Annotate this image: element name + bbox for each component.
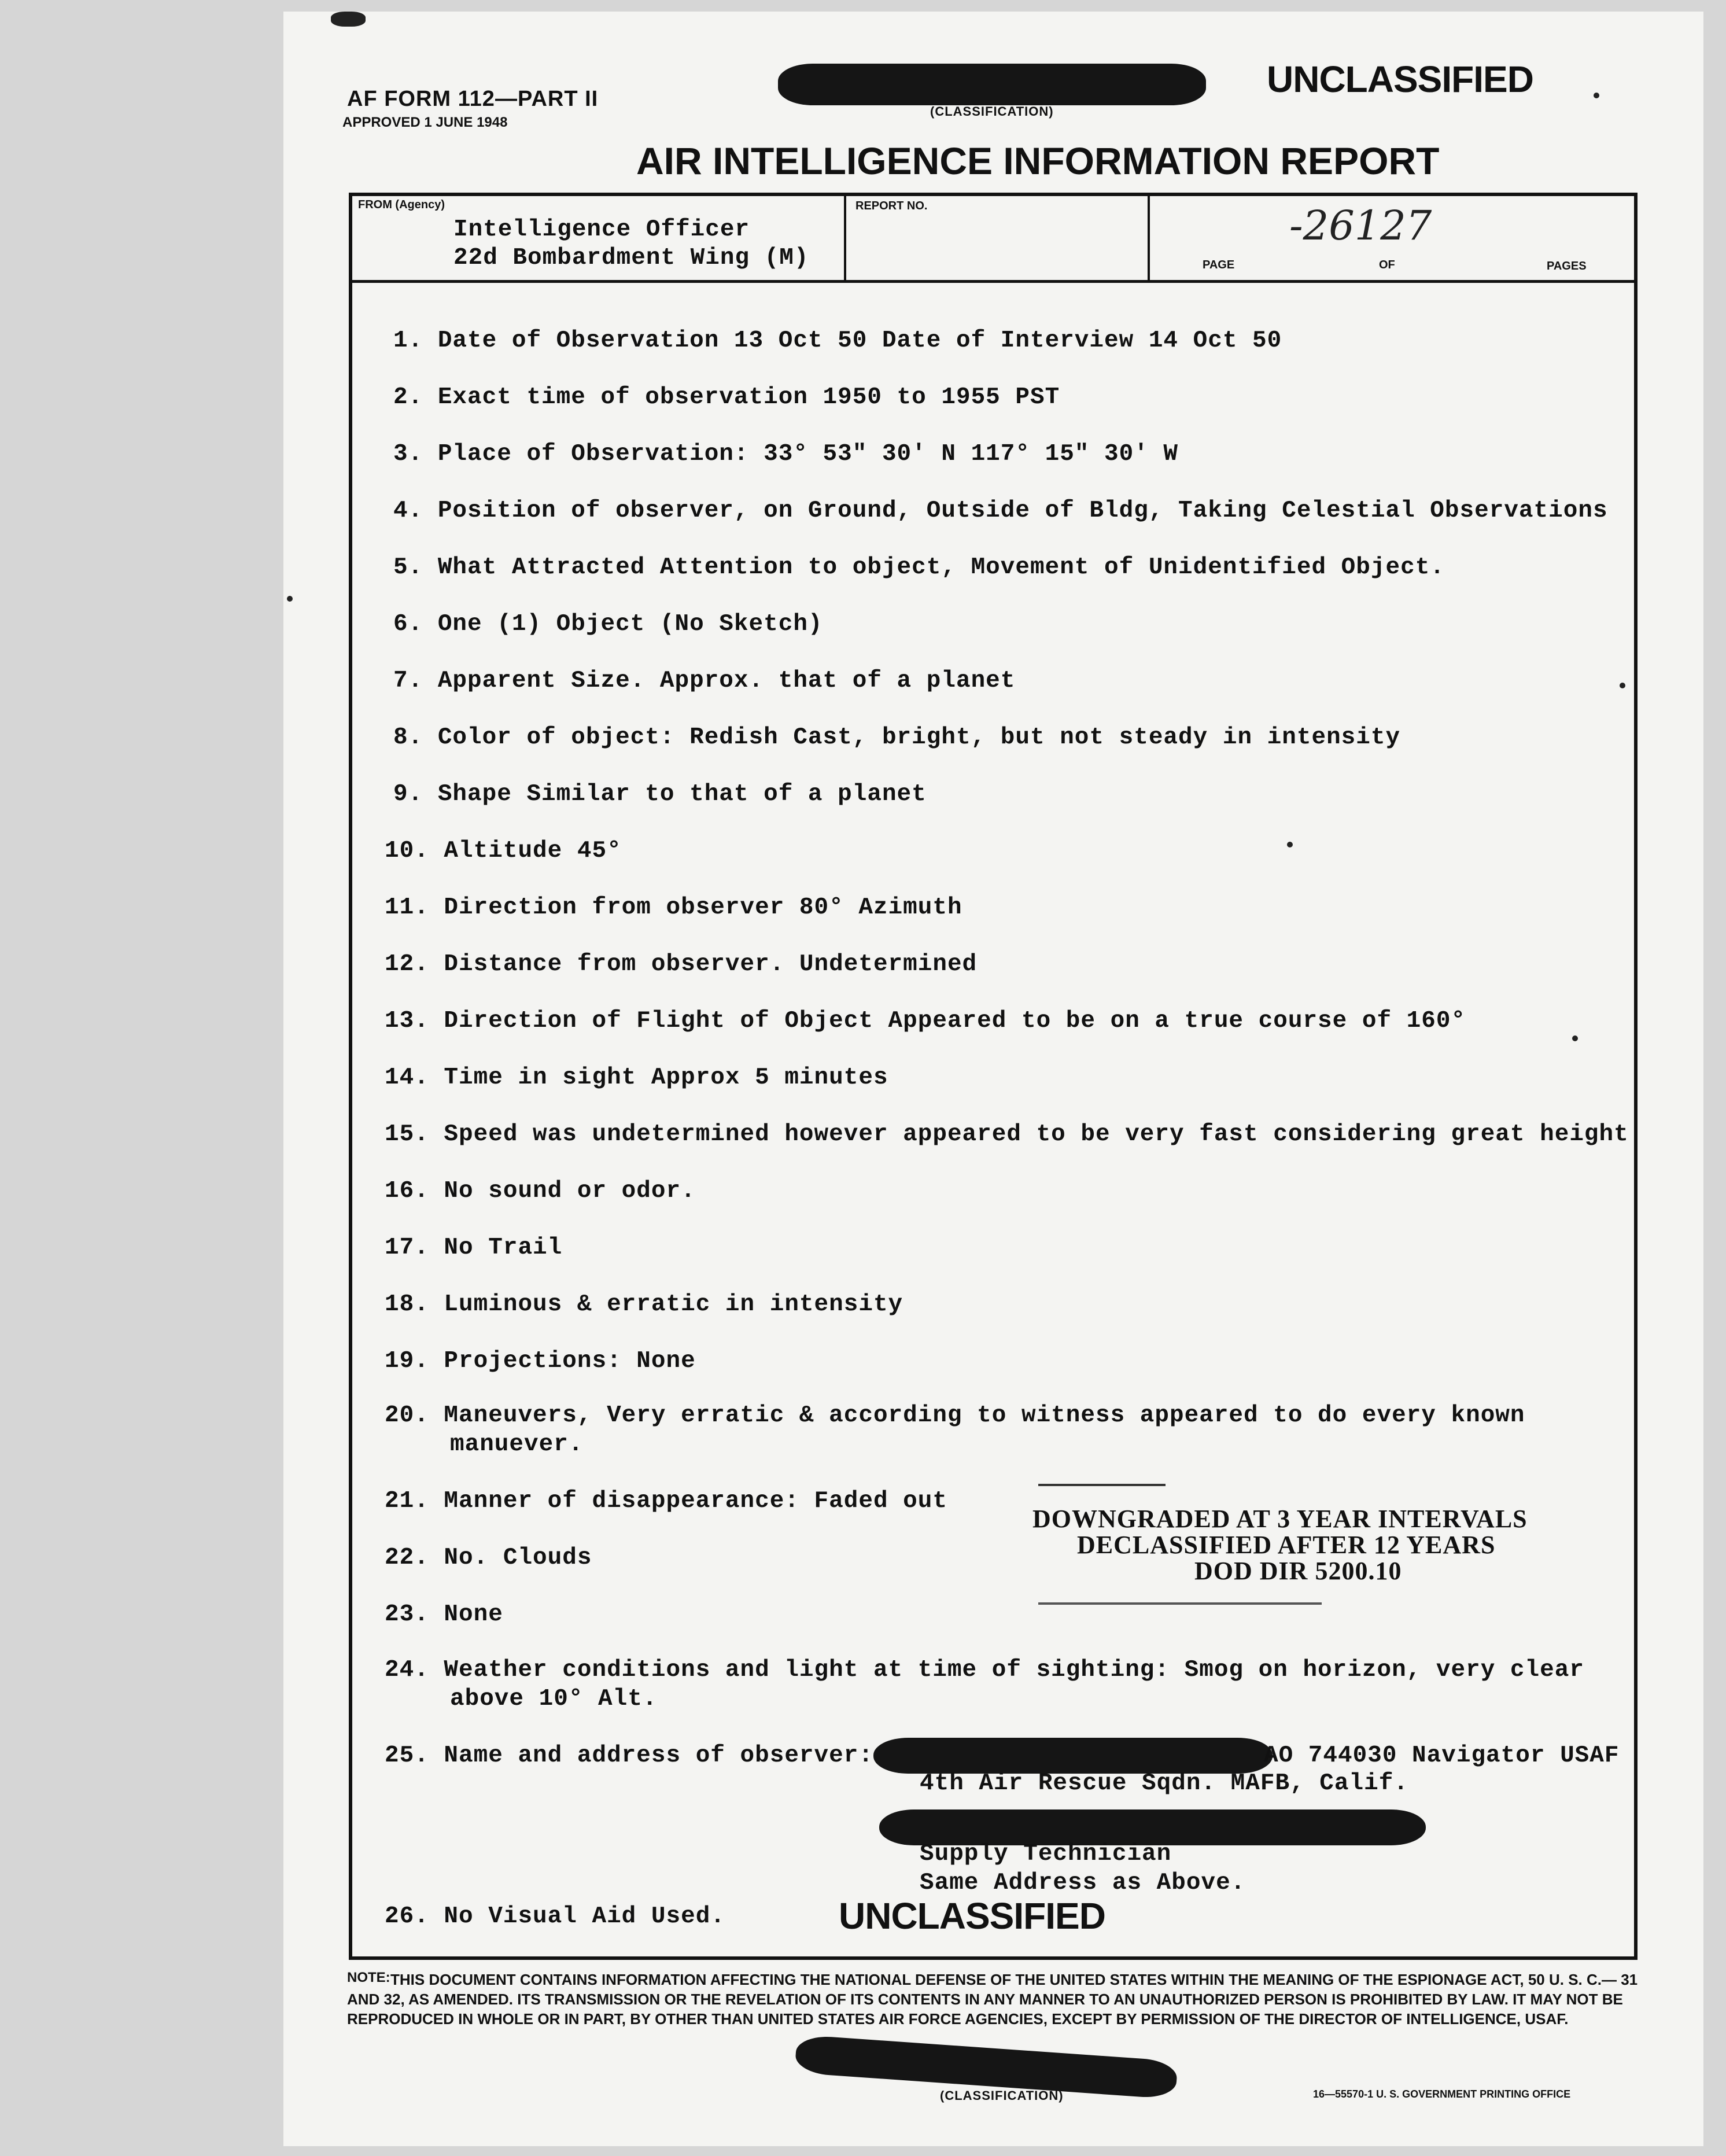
from-line-2: 22d Bombardment Wing (M) (453, 245, 809, 271)
header-row (352, 196, 1634, 283)
item-11: 11. Direction from observer 80° Azimuth (385, 894, 962, 921)
item-25-address: 4th Air Rescue Sqdn. MAFB, Calif. (920, 1770, 1408, 1797)
item-13: 13. Direction of Flight of Object Appeared to be on a true course of 160° (385, 1008, 1466, 1034)
downgrade-stamp-line-1: DOWNGRADED AT 3 YEAR INTERVALS (1032, 1505, 1528, 1533)
classification-label-bottom: (CLASSIFICATION) (940, 2088, 1064, 2103)
item-16: 16. No sound or odor. (385, 1178, 696, 1204)
page-label: PAGE (1203, 259, 1235, 271)
item-25-tail: AO 744030 Navigator USAF (1264, 1742, 1620, 1769)
speck-mark (1287, 842, 1293, 847)
downgrade-stamp-line-2: DECLASSIFIED AFTER 12 YEARS (1077, 1531, 1496, 1559)
of-label: OF (1379, 259, 1395, 271)
espionage-act-note: THIS DOCUMENT CONTAINS INFORMATION AFFECTING THE NATIONAL DEFENSE OF THE UNITED STATES WITHIN THE MEANING OF THE ESPIONAGE ACT, 50 U. S. C.— 31 AND 32, AS AMENDED. ITS TRANSMISSION OR THE REVELATION OF ITS CONTENTS IN ANY MANNER TO AN UNAUTHORIZED PERSON IS PROHIBITED BY LAW. IT MAY NOT BE REPRODUCED IN WHOLE OR IN PART, BY OTHER THAN UNITED STATES AIR FORCE AGENCIES, EXCEPT BY PERMISSION OF THE DIRECTOR OF INTELLIGENCE, USAF. (347, 1971, 1638, 2028)
speck-mark (331, 12, 366, 27)
unclassified-stamp-top: UNCLASSIFIED (1267, 58, 1533, 100)
classification-label-top: (CLASSIFICATION) (930, 104, 1054, 119)
report-no-label: REPORT NO. (855, 200, 928, 212)
item-8: 8. Color of object: Redish Cast, bright, but not steady in intensity (393, 724, 1401, 751)
item-4: 4. Position of observer, on Ground, Outside of Bldg, Taking Celestial Observations (393, 497, 1608, 524)
speck-mark (1594, 93, 1599, 98)
downgrade-stamp-line-3: DOD DIR 5200.10 (1194, 1557, 1402, 1585)
item-24: 24. Weather conditions and light at time of sighting: Smog on horizon, very clear (385, 1657, 1584, 1683)
item-21: 21. Manner of disappearance: Faded out (385, 1488, 947, 1514)
item-9: 9. Shape Similar to that of a planet (393, 781, 927, 808)
item-24-continuation: above 10° Alt. (450, 1686, 658, 1712)
item-25-address-2: Same Address as Above. (920, 1870, 1246, 1896)
form-id: AF FORM 112—PART II (347, 87, 599, 111)
speck-mark (287, 596, 293, 602)
item-3: 3. Place of Observation: 33° 53" 30' N 117° 15" 30' W (393, 441, 1179, 467)
item-23: 23. None (385, 1601, 503, 1628)
item-22: 22. No. Clouds (385, 1545, 592, 1571)
item-7: 7. Apparent Size. Approx. that of a planet (393, 668, 1016, 694)
item-18: 18. Luminous & erratic in intensity (385, 1291, 903, 1318)
speck-mark (1572, 1035, 1578, 1041)
print-code: 16—55570-1 U. S. GOVERNMENT PRINTING OFFICE (1313, 2088, 1571, 2100)
item-20-continuation: manuever. (450, 1431, 584, 1458)
item-19: 19. Projections: None (385, 1348, 696, 1374)
from-line-1: Intelligence Officer (453, 216, 750, 243)
redaction-observer-name (873, 1738, 1273, 1774)
item-14: 14. Time in sight Approx 5 minutes (385, 1064, 888, 1091)
item-17: 17. No Trail (385, 1234, 563, 1261)
item-10: 10. Altitude 45° (385, 838, 622, 864)
redaction-top-classification (778, 64, 1206, 105)
form-approved-date: APPROVED 1 JUNE 1948 (342, 115, 508, 130)
pages-label: PAGES (1547, 260, 1587, 272)
handwritten-reference: -26127 (1289, 202, 1432, 249)
item-5: 5. What Attracted Attention to object, Movement of Unidentified Object. (393, 554, 1445, 581)
speck-mark (1620, 683, 1625, 688)
item-1: 1. Date of Observation 13 Oct 50 Date of Interview 14 Oct 50 (393, 327, 1282, 354)
item-15: 15. Speed was undetermined however appeared to be very fast considering great height (385, 1121, 1629, 1148)
item-6: 6. One (1) Object (No Sketch) (393, 611, 823, 637)
note-label: NOTE: (347, 1970, 390, 1985)
item-25-title: Supply Technician (920, 1841, 1172, 1867)
unclassified-stamp-bottom: UNCLASSIFIED (839, 1895, 1105, 1937)
from-label: FROM (Agency) (358, 198, 445, 211)
item-25: 25. Name and address of observer: (385, 1742, 873, 1769)
item-20: 20. Maneuvers, Very erratic & according to witness appeared to do every known (385, 1402, 1525, 1429)
report-title: AIR INTELLIGENCE INFORMATION REPORT (636, 139, 1440, 182)
redaction-second-observer (879, 1809, 1426, 1845)
item-2: 2. Exact time of observation 1950 to 1955 PST (393, 384, 1060, 411)
item-12: 12. Distance from observer. Undetermined (385, 951, 978, 978)
item-26: 26. No Visual Aid Used. (385, 1903, 725, 1930)
